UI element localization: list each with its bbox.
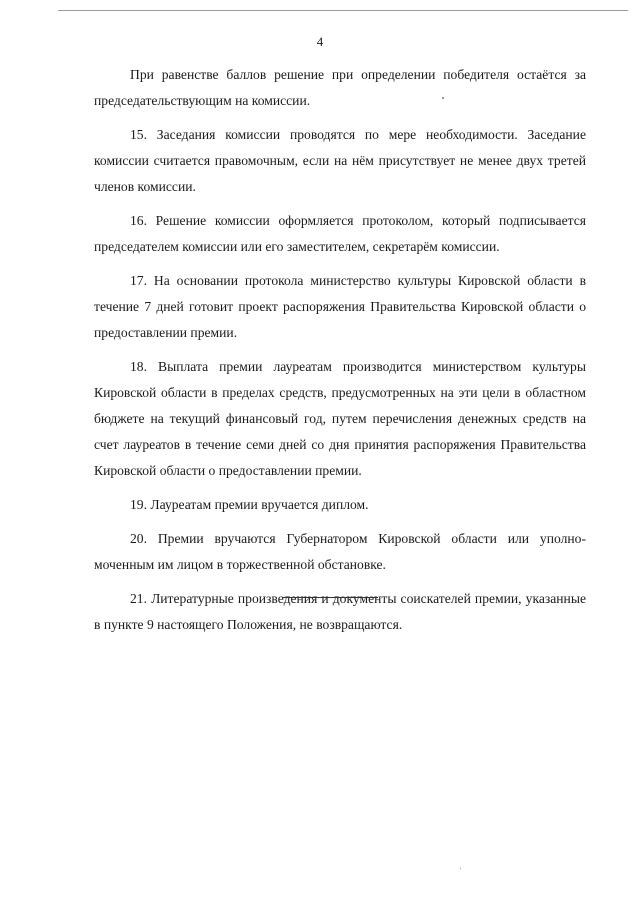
scan-speck [460,868,461,869]
paragraph-19-diploma: 19. Лауреатам премии вручается диплом. [130,497,369,512]
paragraph-15-meetings: 15. Заседания комиссии проводятся по мере необходимости. Заседание комиссии считается правомочным, если на нём присутствует не менее двух третей членов комиссии. [94,127,586,194]
end-of-text-line [282,597,378,598]
paragraph-18-payment: 18. Выплата премии лауреатам производится министерством культуры Кировской области в пределах средств, предусмотренных на эти цели в областном бюджете на текущий финансовый год, путем перечисления денежных средств на счет лауреатов в течение семи дней со дня принятия распоряжения Правительства Кировской области о предоставлении премии. [94,359,586,478]
paragraph-17-order: 17. На основании протокола министерство культуры Кировской области в течение 7 дней готовит проект распоряжения Правительства Кировской области о предоставлении премии. [94,273,586,340]
paragraph-tie-rule: При равенстве баллов решение при определении победителя остаётся за председательствующим на комиссии. [94,67,586,108]
scan-speck [442,97,444,99]
document-body [94,62,586,646]
page-number: 4 [316,34,324,49]
paragraph-20-presentation: 20. Премии вручаются Губернатором Кировской области или уполномоченным им лицом в торжественной обстановке. [94,531,586,572]
paragraph-21-documents: 21. Литературные произведения и документы соискателей премии, указанные в пункте 9 настоящего Положения, не возвращаются. [94,591,586,632]
top-border-line [58,10,628,11]
paragraph-16-protocol: 16. Решение комиссии оформляется протоколом, который подписывается председателем комиссии или его заместителем, секретарём комиссии. [94,213,586,254]
